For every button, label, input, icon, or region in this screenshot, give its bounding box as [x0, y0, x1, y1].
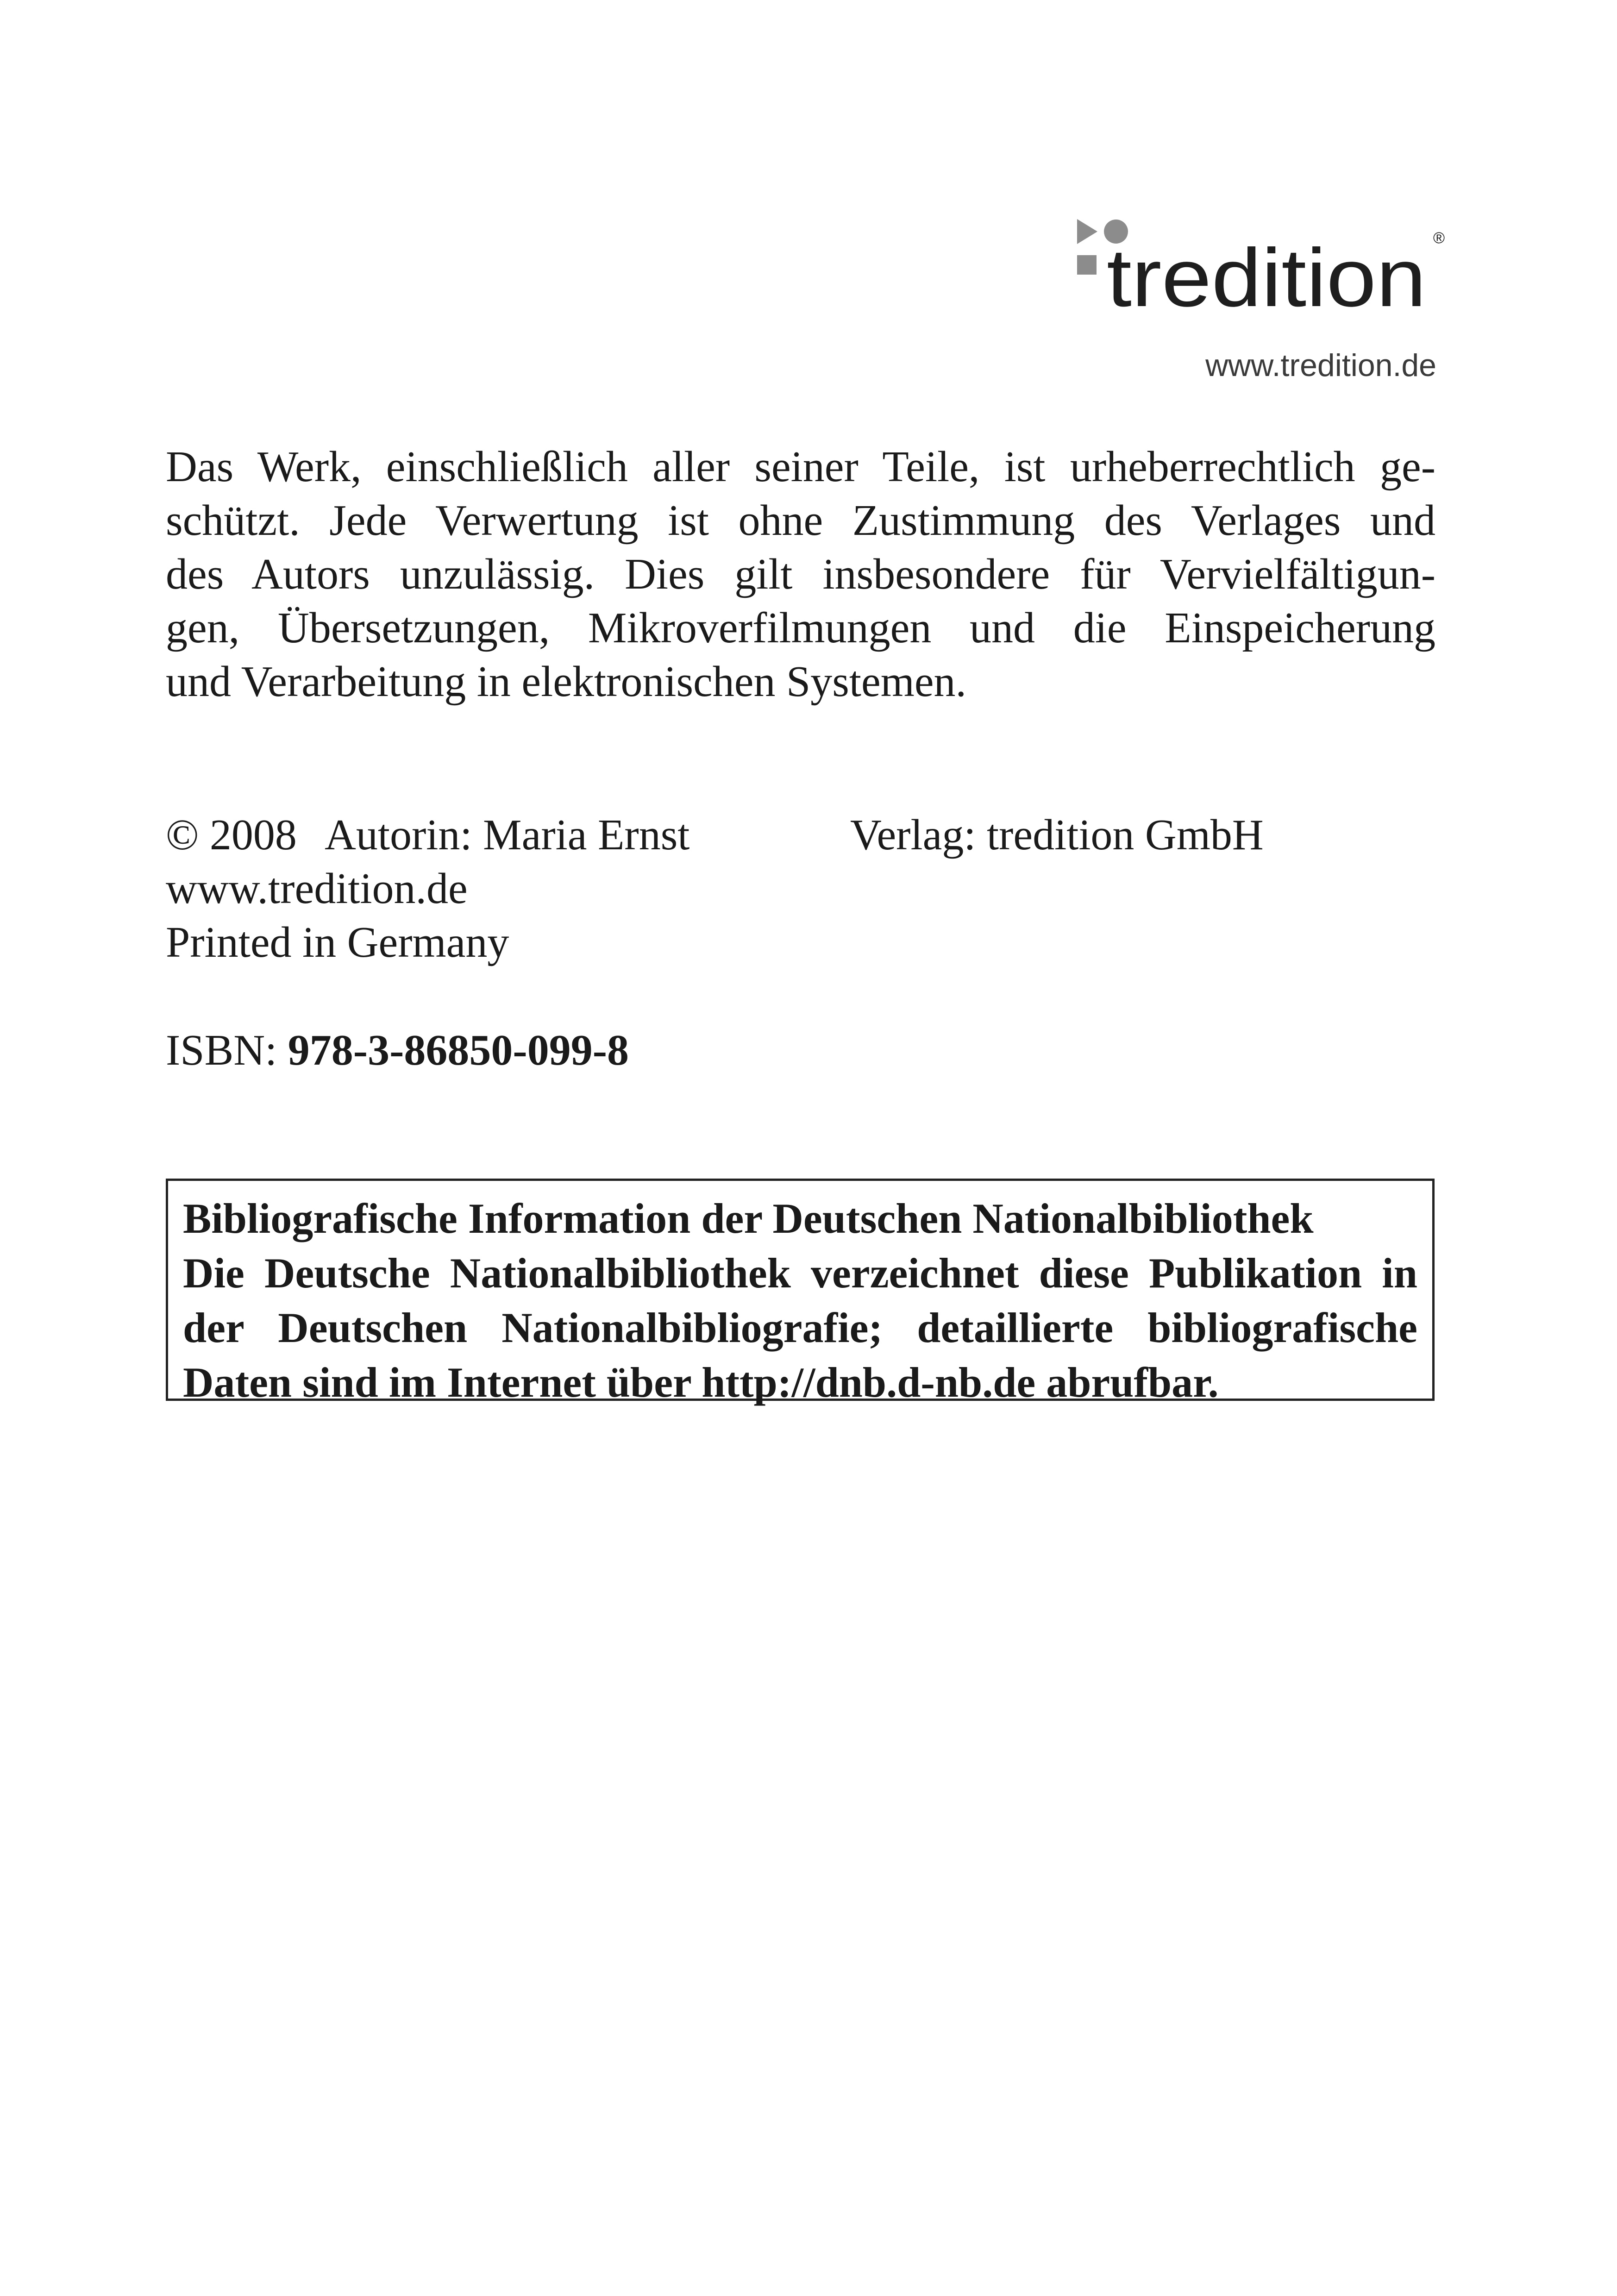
isbn-label: ISBN: — [166, 1026, 277, 1074]
logo-wordmark: tredition — [1107, 232, 1426, 322]
isbn — [166, 1023, 629, 1077]
registered-mark: ® — [1433, 229, 1445, 247]
rights-line: Das Werk, einschließlich aller seiner Teile, ist urheberrechtlich ge- — [166, 443, 1435, 491]
publisher-logo — [1074, 211, 1449, 322]
isbn-number: 978-3-86850-099-8 — [288, 1026, 629, 1074]
rights-line: des Autors unzulässig. Dies gilt insbesondere für Vervielfältigun- — [166, 550, 1435, 598]
printed-in: Printed in Germany — [166, 918, 509, 966]
dnb-heading: Bibliografische Information der Deutschen Nationalbibliothek — [183, 1195, 1314, 1242]
tredition-logo-icon — [1074, 211, 1449, 322]
imprint-website: www.tredition.de — [166, 865, 468, 913]
rights-line: schützt. Jede Verwertung ist ohne Zustimmung des Verlages und — [166, 496, 1435, 545]
imprint-row — [166, 808, 1435, 862]
dnb-line: Die Deutsche Nationalbibliothek verzeichnet diese Publikation in — [183, 1249, 1417, 1297]
dnb-notice-box — [166, 1179, 1435, 1406]
logo-url: www.tredition.de — [1205, 348, 1436, 383]
imprint — [166, 808, 1435, 969]
dnb-line: der Deutschen Nationalbibliografie; detaillierte bibliografische — [183, 1304, 1417, 1351]
rights-line: und Verarbeitung in elektronischen Systemen. — [166, 658, 967, 706]
dnb-line: Daten sind im Internet über http://dnb.d-nb.de abrufbar. — [183, 1359, 1219, 1406]
author: Autorin: Maria Ernst — [325, 811, 690, 859]
copyright-year: © 2008 — [166, 811, 297, 859]
publisher: Verlag: tredition GmbH — [850, 811, 1264, 859]
rights-notice — [166, 440, 1435, 709]
rights-line: gen, Übersetzungen, Mikroverfilmungen und die Einspeicherung — [166, 604, 1435, 652]
